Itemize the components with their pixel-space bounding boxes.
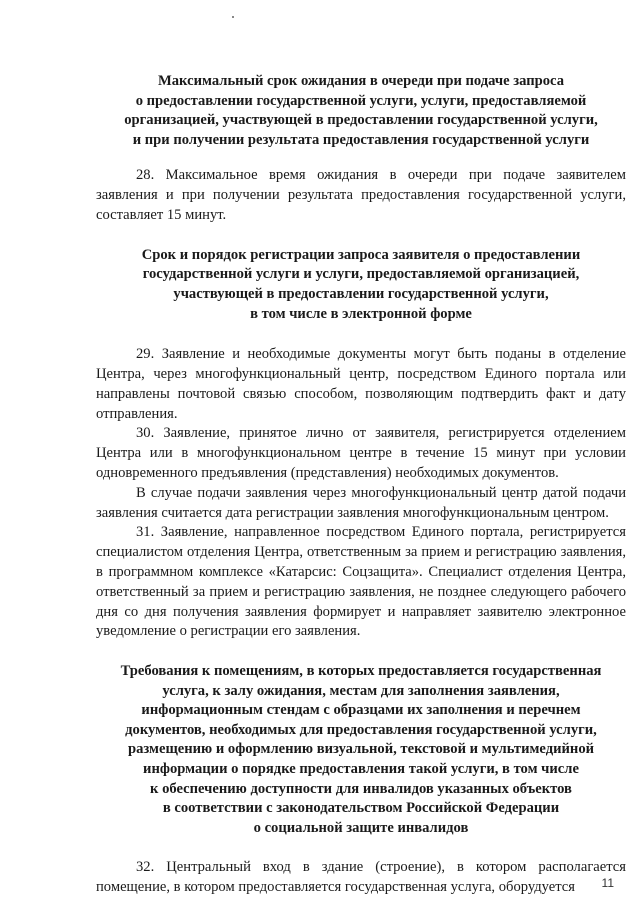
heading-line: в том числе в электронной форме [250,305,472,322]
heading-line: о предоставлении государственной услуги, услуги, предоставляемой [135,92,587,109]
paragraph-32: 32. Центральный вход в здание (строение), в котором располагается помещение, в котором предоставляется государственная услуга, оборудуется [96,859,626,896]
page-number: 11 [601,876,614,890]
heading-line: в соответствии с законодательством Российской Федерации [162,800,560,817]
section-heading-registration [96,246,626,324]
paragraph-30: 30. Заявление, принятое лично от заявителя, регистрируется отделением Центра или в многофункциональном центре в течение 15 минут при условии одновременного предъявления (представления) необходимых документов. [96,425,626,481]
section-heading-waiting-time [96,72,626,150]
heading-line: размещению и оформлению визуальной, текстовой и мультимедийной [127,741,595,758]
heading-line: о социальной защите инвалидов [253,819,469,836]
heading-line: документов, необходимых для предоставления государственной услуги, [125,721,597,738]
heading-line: информации о порядке предоставления такой услуги, в том числе [143,761,579,778]
heading-line: и при получении результата предоставления государственной услуги [132,131,590,148]
heading-line: к обеспечению доступности для инвалидов указанных объектов [150,780,572,797]
paragraph-29: 29. Заявление и необходимые документы могут быть поданы в отделение Центра, через многофункциональный центр, посредством Единого портала или направлены почтовой связью способом, позволяющим подтвердить факт и дату отправления. [96,346,626,422]
scan-mark [232,16,234,18]
heading-line: участвующей в предоставлении государственной услуги, [173,285,549,302]
heading-line: услуга, к залу ожидания, местам для заполнения заявления, [162,682,560,699]
heading-line: Максимальный срок ожидания в очереди при подаче запроса [157,73,564,89]
heading-line: государственной услуги и услуги, предоставляемой организацией, [142,266,580,283]
paragraph-31: 31. Заявление, направленное посредством Единого портала, регистрируется специалистом отделения Центра, ответственным за прием и регистрацию заявления, в программном комплексе «Катарсис: Соцзащита». Специалист отделения Центра, ответственный за прием и регистрацию заявления, не позднее следующего рабочего дня со дня получения заявления формирует и направляет заявителю электронное уведомление о регистрации его заявления. [96,524,626,640]
heading-line: Требования к помещениям, в которых предоставляется государственная [120,663,602,680]
heading-line: информационным стендам с образцами их заполнения и перечнем [141,702,581,719]
section-heading-premises [96,662,626,838]
paragraph-28: 28. Максимальное время ожидания в очереди при подаче заявителем заявления и при получении результата предоставления государственной услуги, составляет 15 минут. [96,167,626,223]
paragraph-30-continued: В случае подачи заявления через многофункциональный центр датой подачи заявления считается дата регистрации заявления многофункциональным центром. [96,484,626,521]
heading-line: Срок и порядок регистрации запроса заявителя о предоставлении [141,246,581,263]
heading-line: организацией, участвующей в предоставлении государственной услуги, [124,112,598,129]
document-body [96,72,626,898]
